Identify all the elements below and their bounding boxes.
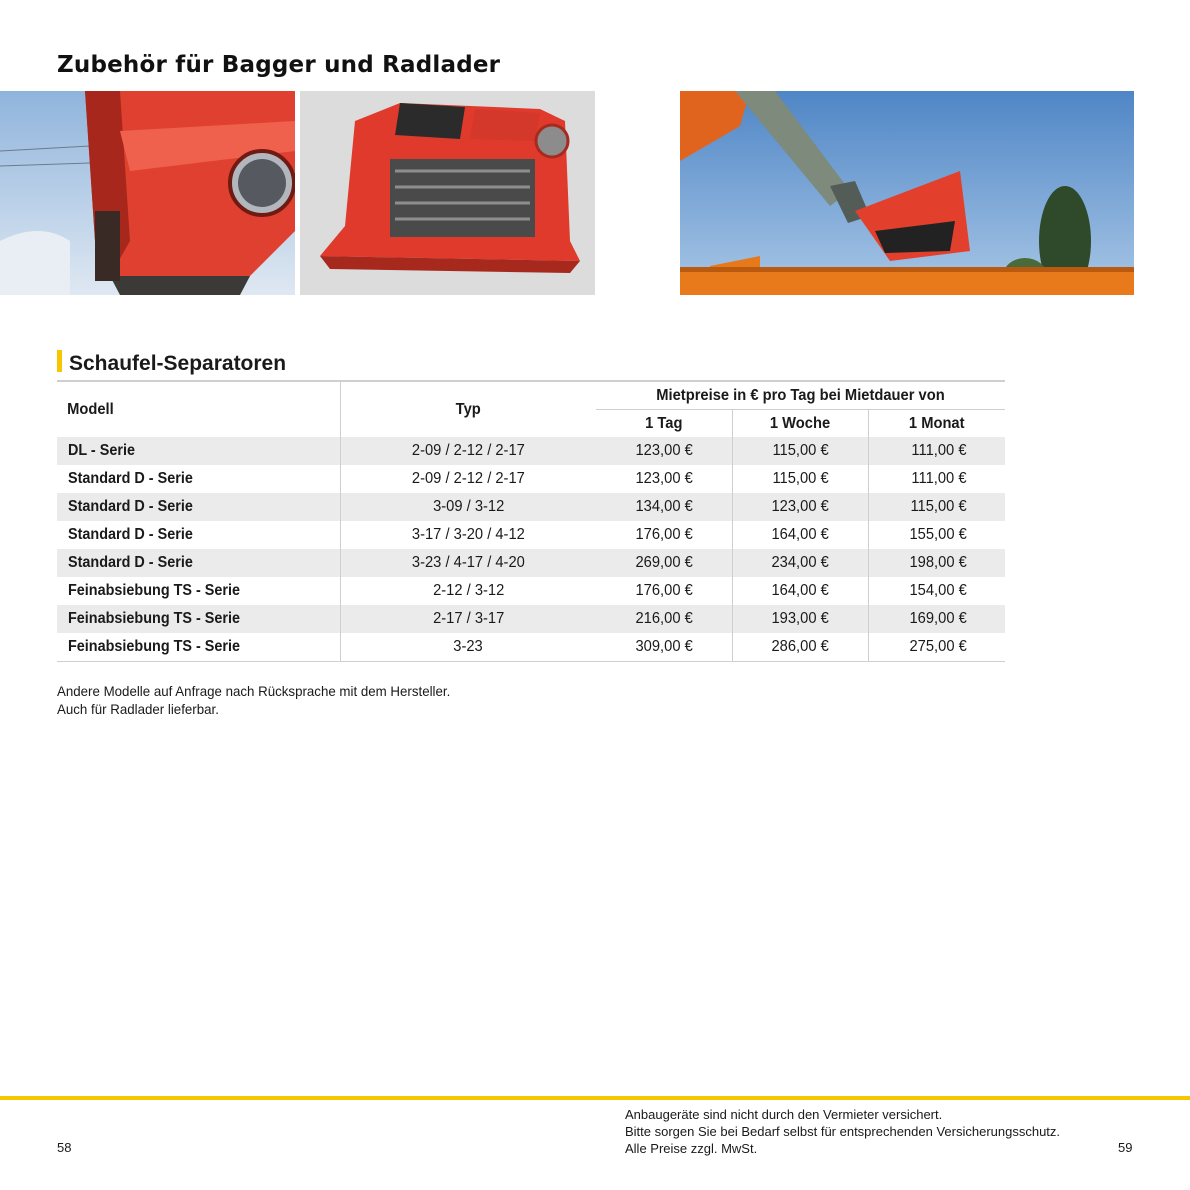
cell-month-price: 111,00 € [911, 470, 967, 487]
cell-week-price: 115,00 € [772, 442, 830, 459]
cell-modell: DL - Serie [68, 442, 135, 459]
cell-week-price: 123,00 € [771, 498, 830, 515]
footer-note-line: Bitte sorgen Sie bei Bedarf selbst für entsprechenden Versicherungsschutz. [625, 1124, 1061, 1139]
cell-modell: Feinabsiebung TS - Serie [68, 582, 241, 599]
cell-day-price: 123,00 € [635, 442, 694, 459]
cell-day-price: 309,00 € [635, 638, 694, 655]
cell-modell: Standard D - Serie [68, 470, 193, 487]
table-row [57, 521, 1005, 549]
cell-modell: Standard D - Serie [68, 498, 193, 515]
red-screening-bucket-closeup-photo [0, 91, 295, 295]
notes [57, 682, 450, 718]
page-number-left: 58 [57, 1140, 72, 1155]
cell-modell: Standard D - Serie [68, 526, 193, 543]
header-typ: Typ [350, 381, 586, 437]
cell-typ: 2-09 / 2-12 / 2-17 [411, 470, 525, 487]
cell-day-price: 176,00 € [635, 582, 694, 599]
table-row [57, 633, 1005, 662]
header-month: 1 Monat [873, 410, 999, 438]
table-row [57, 549, 1005, 577]
cell-day-price: 134,00 € [635, 498, 694, 515]
red-screening-bucket-studio-photo [300, 91, 595, 295]
header-modell: Modell [57, 381, 317, 437]
footer-note-line: Alle Preise zzgl. MwSt. [625, 1141, 758, 1156]
header-day: 1 Tag [601, 410, 726, 438]
cell-day-price: 123,00 € [635, 470, 694, 487]
cell-typ: 3-17 / 3-20 / 4-12 [411, 526, 525, 543]
table-row [57, 577, 1005, 605]
header-week: 1 Woche [737, 410, 862, 438]
cell-typ: 2-09 / 2-12 / 2-17 [411, 442, 525, 459]
cell-month-price: 115,00 € [910, 498, 967, 515]
cell-month-price: 154,00 € [909, 582, 967, 599]
section-marker [57, 350, 62, 372]
table-row [57, 437, 1005, 465]
page-number-right: 59 [1118, 1140, 1133, 1155]
cell-month-price: 169,00 € [909, 610, 967, 627]
cell-typ: 3-23 / 4-17 / 4-20 [411, 554, 525, 571]
section-title: Schaufel-Separatoren [69, 352, 287, 375]
header-price-group: Mietpreise in € pro Tag bei Mietdauer von [612, 381, 988, 410]
cell-week-price: 115,00 € [772, 470, 830, 487]
cell-modell: Feinabsiebung TS - Serie [68, 638, 241, 655]
cell-month-price: 275,00 € [909, 638, 967, 655]
excavator-with-screening-bucket-photo [680, 91, 1134, 295]
cell-day-price: 216,00 € [635, 610, 694, 627]
cell-month-price: 155,00 € [909, 526, 967, 543]
cell-day-price: 269,00 € [635, 554, 694, 571]
note-line: Auch für Radlader lieferbar. [57, 701, 219, 717]
table-row [57, 465, 1005, 493]
footer-divider [0, 1096, 1190, 1100]
cell-month-price: 198,00 € [909, 554, 967, 571]
cell-month-price: 111,00 € [911, 442, 967, 459]
table-row [57, 605, 1005, 633]
cell-typ: 2-12 / 3-12 [432, 582, 504, 599]
note-line: Andere Modelle auf Anfrage nach Rücksprache mit dem Hersteller. [57, 683, 451, 699]
table-header-row [57, 381, 1005, 410]
cell-modell: Feinabsiebung TS - Serie [68, 610, 241, 627]
cell-day-price: 176,00 € [635, 526, 694, 543]
footer-note-line: Anbaugeräte sind nicht durch den Vermieter versichert. [625, 1107, 943, 1122]
cell-typ: 3-23 [453, 638, 483, 655]
cell-modell: Standard D - Serie [68, 554, 193, 571]
cell-week-price: 234,00 € [771, 554, 830, 571]
table-row [57, 493, 1005, 521]
cell-week-price: 164,00 € [771, 526, 830, 543]
cell-week-price: 286,00 € [771, 638, 830, 655]
page-title: Zubehör für Bagger und Radlader [57, 52, 501, 78]
cell-typ: 2-17 / 3-17 [432, 610, 504, 627]
price-table [57, 380, 1005, 662]
cell-typ: 3-09 / 3-12 [432, 498, 504, 515]
cell-week-price: 193,00 € [771, 610, 830, 627]
cell-week-price: 164,00 € [771, 582, 830, 599]
footer-notes [625, 1106, 1060, 1157]
